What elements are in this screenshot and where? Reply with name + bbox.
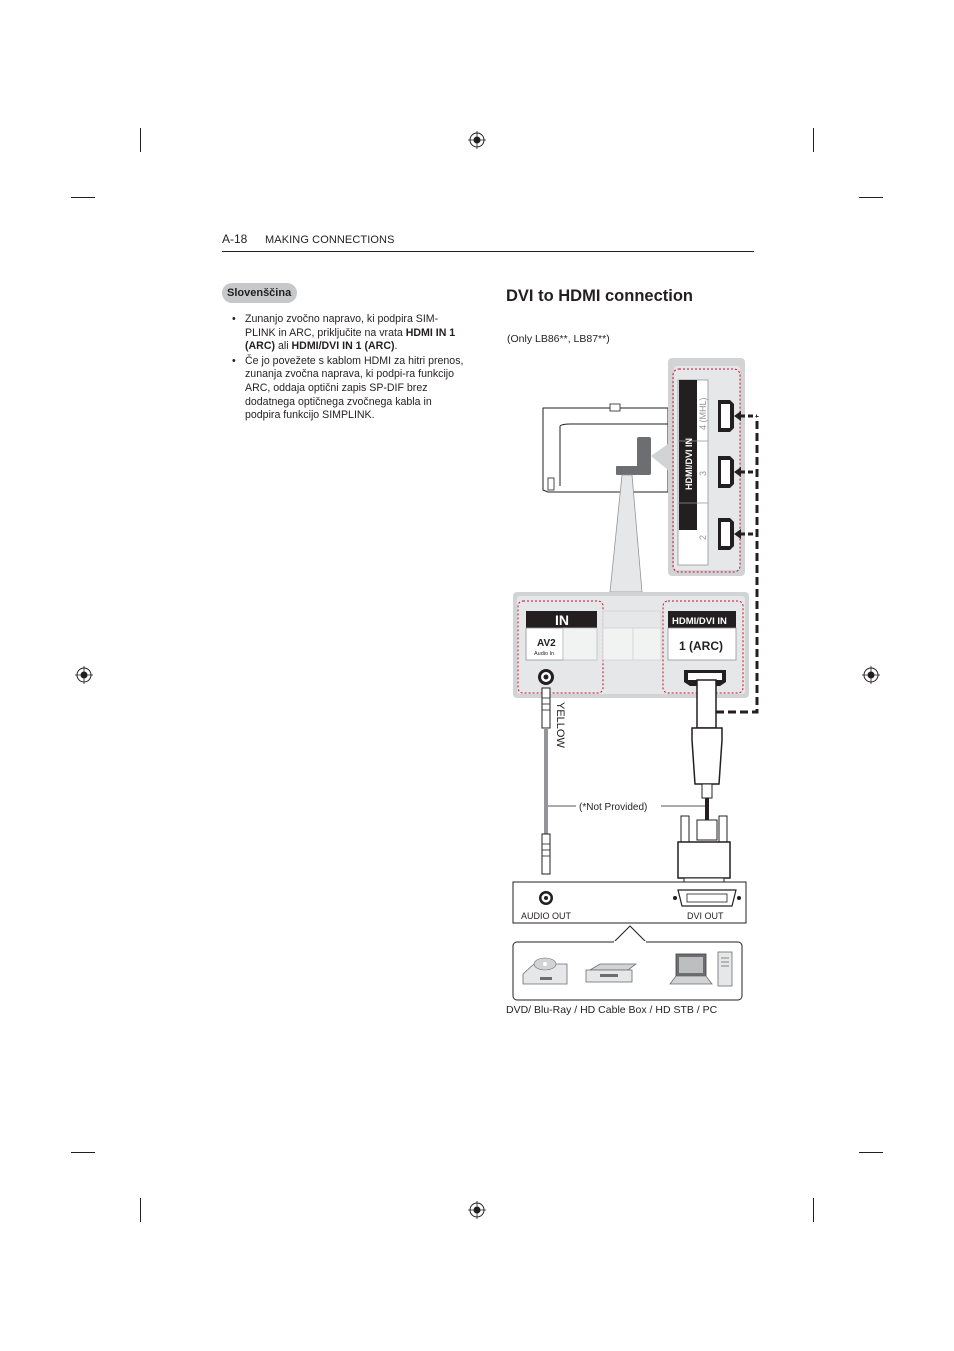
av2-label: AV2: [537, 638, 556, 649]
model-note: (Only LB86**, LB87**): [507, 333, 610, 345]
crop-mark: [859, 1152, 883, 1153]
hdmi-port-label: 1 (ARC): [679, 639, 723, 653]
crop-mark: [140, 1198, 141, 1222]
audio-in-label: Audio In: [534, 651, 555, 657]
crop-mark: [71, 197, 95, 198]
pc-tower-icon: [718, 952, 732, 986]
port-label-3: 3: [698, 470, 708, 476]
crop-mark: [813, 1198, 814, 1222]
language-badge: Slovenščina: [222, 283, 297, 303]
laptop-icon: [670, 954, 712, 984]
audio-cable: [542, 688, 566, 874]
crop-mark: [859, 197, 883, 198]
cable-color-label: YELLOW: [554, 702, 566, 748]
hdmi-port-icon: [718, 518, 734, 550]
registration-mark-icon: [862, 666, 880, 684]
port-label-4: 4 (MHL): [698, 397, 708, 430]
dvi-out-label: DVI OUT: [687, 911, 724, 921]
crop-mark: [71, 1152, 95, 1153]
not-provided-label: (*Not Provided): [579, 802, 648, 813]
side-hdmi-panel: [668, 358, 757, 576]
hdmi-port-icon: [718, 456, 734, 488]
registration-mark-icon: [75, 666, 93, 684]
crop-mark: [140, 128, 141, 152]
tv-back-illustration: [543, 404, 668, 592]
hdmi-panel-label: HDMI/DVI IN: [672, 616, 727, 627]
registration-mark-icon: [468, 131, 486, 149]
device-caption: DVD/ Blu-Ray / HD Cable Box / HD STB / PC: [506, 1004, 718, 1016]
registration-mark-icon: [468, 1201, 486, 1219]
connection-diagram: [500, 350, 760, 1005]
list-item: • Zunanjo zvočno napravo, ki podpira SIM-PLINK in ARC, priključite na vrata HDMI IN 1 (ARC) ali HDMI/DVI IN 1 (ARC).: [232, 313, 464, 354]
page-number: A-18: [222, 232, 248, 246]
in-label: IN: [555, 612, 569, 628]
header-divider: [222, 251, 754, 252]
hdmi-port-icon: [718, 400, 734, 432]
page-title: DVI to HDMI connection: [506, 287, 693, 305]
list-item: • Če jo povežete s kablom HDMI za hitri prenos, zunanja zvočna naprava, ki podpi-ra funkcijo ARC, oddaja optični zapis SP-DIF brez dodatnega optičnega zvočnega kabla in podpira funkcijo SIMPLINK.: [232, 355, 464, 423]
audio-out-label: AUDIO OUT: [521, 911, 572, 921]
crop-mark: [813, 128, 814, 152]
section-header: MAKING CONNECTIONS: [265, 234, 395, 246]
side-panel-label: HDMI/DVI IN: [684, 437, 694, 490]
bullet-list: [232, 313, 464, 424]
port-label-2: 2: [698, 534, 708, 540]
